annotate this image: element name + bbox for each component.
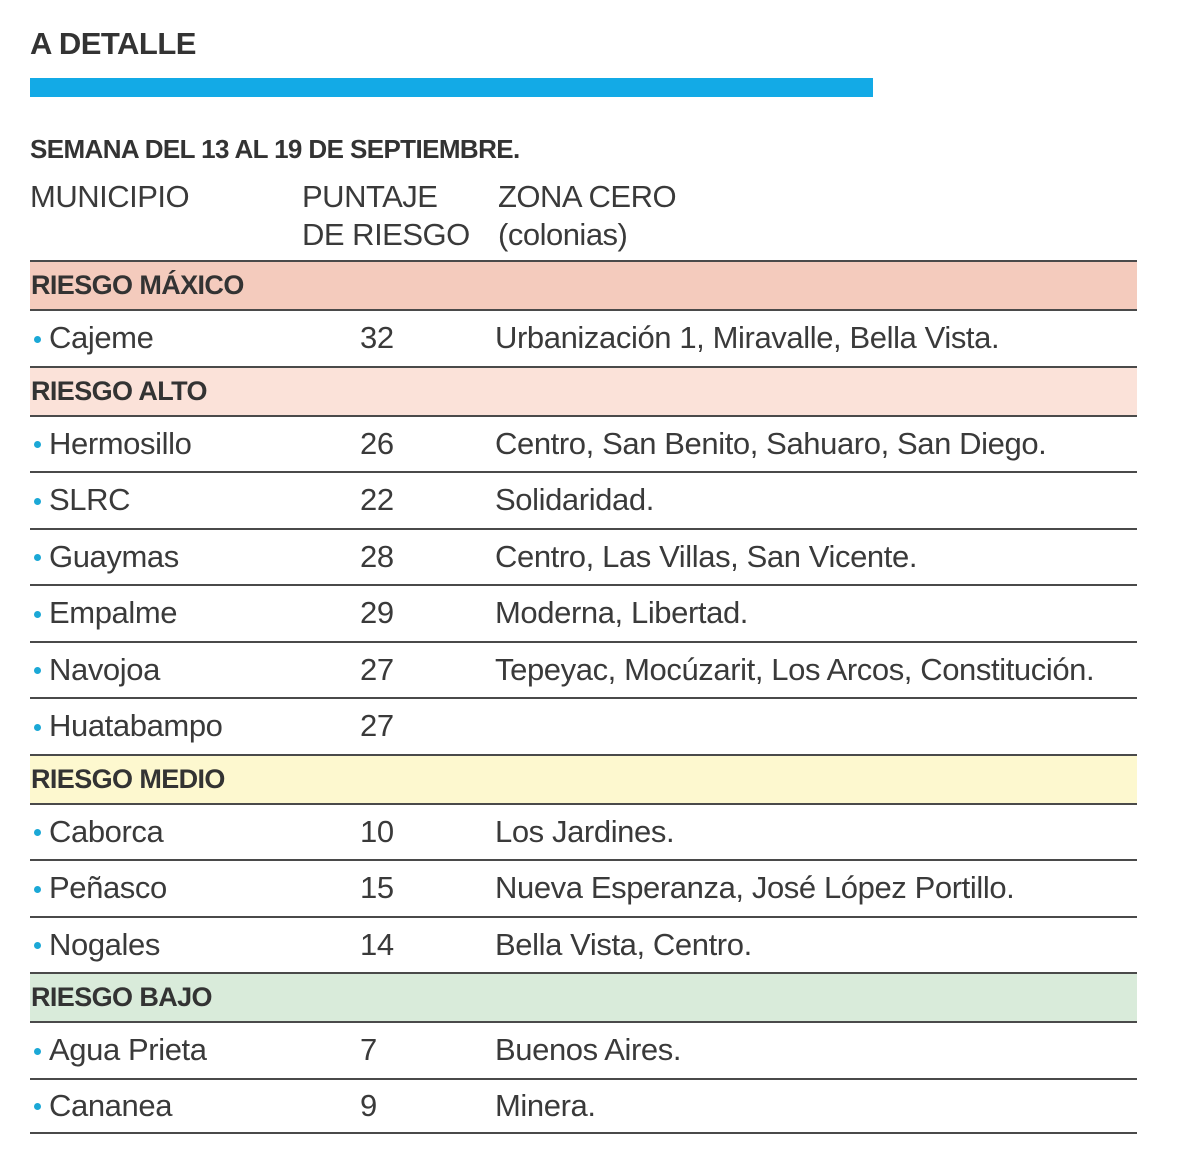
municipio-name: Caborca [49, 813, 164, 849]
municipio-name: Peñasco [49, 870, 167, 906]
risk-score-cell: 9 [360, 1087, 377, 1123]
municipio-cell [34, 805, 163, 860]
bullet-dot-icon [34, 336, 41, 343]
municipio-name: Nogales [49, 926, 160, 962]
municipio-name: Cananea [49, 1087, 173, 1123]
municipio-cell [34, 918, 160, 973]
accent-bar [30, 78, 873, 97]
bullet-dot-icon [34, 667, 41, 674]
bullet-dot-icon [34, 441, 41, 448]
municipio-cell [34, 699, 223, 754]
bullet-dot-icon [34, 829, 41, 836]
municipio-name: Guaymas [49, 538, 179, 574]
zona-cero-cell: Moderna, Libertad. [495, 595, 749, 631]
municipio-cell [34, 311, 153, 366]
risk-score-cell: 15 [360, 870, 394, 906]
risk-group-header [30, 972, 1137, 1021]
risk-score-cell: 28 [360, 538, 394, 574]
municipio-name: Hermosillo [49, 425, 192, 461]
risk-score-cell: 32 [360, 320, 394, 356]
table-row [30, 803, 1137, 860]
risk-score-cell: 27 [360, 708, 394, 744]
municipio-name: Cajeme [49, 320, 154, 356]
zona-cero-cell: Bella Vista, Centro. [495, 926, 752, 962]
bullet-dot-icon [34, 724, 41, 731]
table-row [30, 1021, 1137, 1078]
risk-group-header [30, 260, 1137, 309]
bullet-dot-icon [34, 498, 41, 505]
risk-table [30, 260, 1137, 1134]
table-row [30, 471, 1137, 528]
zona-cero-cell: Buenos Aires. [495, 1032, 682, 1068]
header-zona-cero: ZONA CERO (colonias) [498, 179, 677, 252]
risk-score-cell: 26 [360, 425, 394, 461]
municipio-name: Navojoa [49, 651, 160, 687]
risk-score-cell: 27 [360, 651, 394, 687]
municipio-cell [34, 643, 160, 698]
table-row [30, 309, 1137, 366]
header-municipio: MUNICIPIO [30, 179, 190, 214]
municipio-cell [34, 586, 177, 641]
column-headers [30, 178, 1137, 254]
bullet-dot-icon [34, 554, 41, 561]
table-row [30, 584, 1137, 641]
municipio-name: Empalme [49, 595, 178, 631]
risk-group-header [30, 754, 1137, 803]
bullet-dot-icon [34, 1103, 41, 1110]
week-subtitle: SEMANA DEL 13 AL 19 DE SEPTIEMBRE. [30, 134, 520, 164]
table-row [30, 859, 1137, 916]
risk-score-cell: 22 [360, 482, 394, 518]
risk-score-cell: 14 [360, 926, 394, 962]
municipio-cell [34, 473, 130, 528]
municipio-cell [34, 1080, 172, 1133]
zona-cero-cell: Solidaridad. [495, 482, 654, 518]
bullet-dot-icon [34, 1048, 41, 1055]
table-row [30, 415, 1137, 472]
zona-cero-cell: Nueva Esperanza, José López Portillo. [495, 870, 1015, 906]
zona-cero-cell: Los Jardines. [495, 813, 675, 849]
risk-group-label: RIESGO MÁXICO [31, 270, 244, 300]
table-row [30, 1078, 1137, 1135]
zona-cero-cell: Centro, Las Villas, San Vicente. [495, 538, 918, 574]
risk-score-cell: 29 [360, 595, 394, 631]
zona-cero-cell: Centro, San Benito, Sahuaro, San Diego. [495, 425, 1047, 461]
table-row [30, 697, 1137, 754]
risk-group-label: RIESGO ALTO [31, 375, 207, 406]
municipio-name: Huatabampo [49, 708, 223, 744]
risk-group-header [30, 366, 1137, 415]
municipio-cell [34, 861, 167, 916]
municipio-cell [34, 417, 191, 472]
bullet-dot-icon [34, 886, 41, 893]
municipio-name: SLRC [49, 482, 131, 518]
risk-group-label: RIESGO BAJO [31, 982, 212, 1012]
zona-cero-cell: Tepeyac, Mocúzarit, Los Arcos, Constitución. [495, 651, 1095, 687]
table-row [30, 916, 1137, 973]
risk-score-cell: 10 [360, 813, 394, 849]
zona-cero-cell: Minera. [495, 1087, 596, 1123]
header-puntaje-de-riesgo: PUNTAJE DE RIESGO [302, 179, 470, 252]
bullet-dot-icon [34, 942, 41, 949]
table-row [30, 528, 1137, 585]
page-title: A DETALLE [30, 26, 196, 61]
municipio-name: Agua Prieta [49, 1032, 207, 1068]
risk-group-label: RIESGO MEDIO [31, 763, 225, 794]
zona-cero-cell: Urbanización 1, Miravalle, Bella Vista. [495, 320, 1000, 356]
risk-score-cell: 7 [360, 1032, 377, 1068]
municipio-cell [34, 1023, 207, 1078]
municipio-cell [34, 530, 179, 585]
table-row [30, 641, 1137, 698]
bullet-dot-icon [34, 611, 41, 618]
